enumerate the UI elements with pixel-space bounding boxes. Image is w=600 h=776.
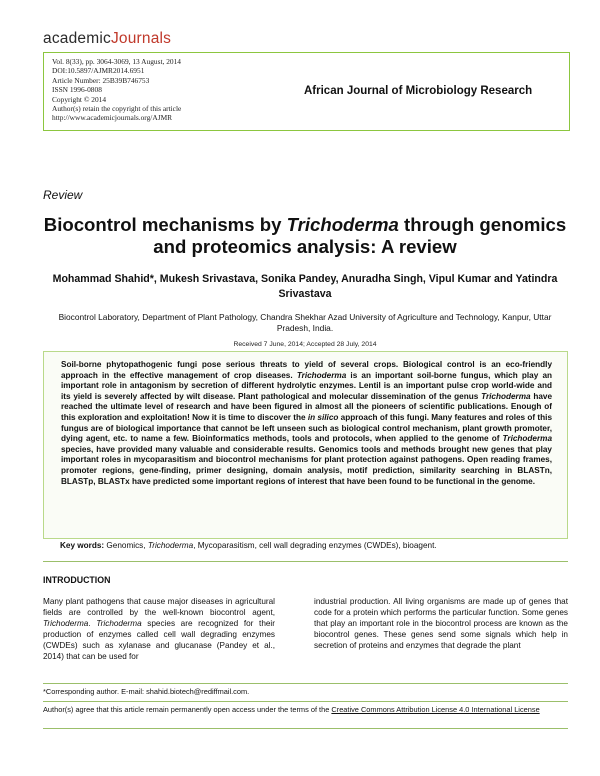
intro-italic: Trichoderma	[96, 619, 142, 628]
license-notice	[43, 705, 568, 715]
abstract-box	[43, 351, 568, 539]
keywords-part: , Mycoparasitism, cell wall degrading enzymes (CWDEs), bioagent.	[193, 541, 437, 550]
intro-text: .	[88, 619, 97, 628]
title-part: through genomics and proteomics analysis: A review	[153, 214, 567, 257]
journal-logo	[43, 30, 171, 48]
abstract-italic: in silico	[307, 412, 339, 422]
logo-text-journals: Journals	[110, 30, 172, 47]
article-metadata	[52, 57, 252, 123]
meta-doi: DOI:10.5897/AJMR2014.6951	[52, 66, 145, 76]
intro-text: species are recognized for their production of enzymes called cell wall degrading enzymes (CWDEs) such as xylanase and glucanase (Pandey et al., 2014) that can be used for	[43, 619, 275, 661]
abstract-italic: Trichoderma	[481, 391, 531, 401]
footnote-divider	[43, 683, 568, 684]
abstract-text	[61, 360, 552, 487]
meta-rights: Author(s) retain the copyright of this article	[52, 104, 182, 114]
keywords-italic: Trichoderma	[147, 541, 194, 550]
abstract-italic: Trichoderma	[502, 434, 552, 444]
meta-article-number: Article Number: 25B39B746753	[52, 75, 150, 85]
meta-copyright: Copyright © 2014	[52, 94, 107, 104]
keywords-label: Key words:	[60, 541, 105, 550]
title-part: Biocontrol mechanisms by	[43, 214, 287, 235]
abstract-part: is an important soil-borne fungus, which play an important role in antagonism by secretion of different hydrolytic enzymes. Lentil is an important pulse crop world-wide and its yield is severely affected by wilt disease. Plant pathological and molecular dissemination of the genus	[61, 370, 552, 401]
intro-text: Many plant pathogens that cause major diseases in agricultural fields are controlled by the well-known biocontrol agent,	[43, 597, 275, 617]
journal-info-box	[43, 52, 570, 131]
article-title	[43, 214, 567, 258]
abstract-italic: Trichoderma	[296, 370, 347, 380]
intro-italic: Trichoderma	[43, 619, 89, 628]
license-link[interactable]: Creative Commons Attribution License 4.0 International License	[331, 705, 540, 714]
article-type: Review	[43, 188, 83, 202]
section-divider	[43, 561, 568, 562]
corresponding-author: *Corresponding author. E-mail: shahid.biotech@rediffmail.com.	[43, 687, 250, 696]
journal-name: African Journal of Microbiology Research	[304, 85, 533, 97]
meta-volume: Vol. 8(33), pp. 3064-3069, 13 August, 2014	[52, 57, 181, 66]
author-list: Mohammad Shahid*, Mukesh Srivastava, Sonika Pandey, Anuradha Singh, Vipul Kumar and Yatindra Srivastava	[52, 273, 558, 300]
abstract-part: species, have provided many valuable and considerable results. Genomics tools and methods brought new genes that play important roles in mycoparasitism and biocontrol mechanisms for plant protection against pathogens. Open reading frames, promoter regions, gene-finding, primer designing, domain analysis, motif prediction, similarity searching in BLASTn, BLASTp, BLASTx have predicted some important regions of interest that have been found to be functional in the genome.	[61, 444, 552, 486]
keywords	[60, 541, 560, 550]
section-heading-introduction: INTRODUCTION	[43, 575, 111, 585]
keywords-part: Genomics,	[104, 541, 148, 550]
meta-issn: ISSN 1996-0808	[52, 85, 102, 95]
abstract-part: Soil-borne phytopathogenic fungi pose serious threats to yield of several crops. Biological control is an eco-friendly approach in the effective management of crop diseases.	[61, 360, 552, 380]
footer-divider	[43, 728, 568, 729]
intro-column-left	[43, 596, 275, 662]
abstract-part: have reached the ultimate level of research and have been figured in almost all the pioneers of scientific publications. Enough of this exploration and exploitation! Now it is time to discover the	[61, 391, 553, 422]
footnote-divider	[43, 701, 568, 702]
affiliation: Biocontrol Laboratory, Department of Plant Pathology, Chandra Shekhar Azad University of Agriculture and Technology, Kanpur, Uttar Pradesh, India.	[58, 312, 552, 333]
title-italic-part: Trichoderma	[286, 214, 399, 235]
intro-column-right: industrial production. All living organisms are made up of genes that code for a protein which performs the particular function. Some genes that play an important role in the biocontrol process are known as the biocontrol genes. These genes send some signals which help in secretion of proteins and enzymes that degrade the plant	[314, 597, 568, 650]
license-text: Author(s) agree that this article remain permanently open access under the terms of the	[43, 705, 332, 714]
logo-text-academic: academic	[43, 30, 111, 47]
meta-url[interactable]: http://www.academicjournals.org/AJMR	[52, 113, 173, 123]
received-dates: Received 7 June, 2014; Accepted 28 July, 2014	[233, 341, 377, 348]
abstract-part: approach of this fungi. Many features and roles of this fungus are of biological importance that cannot be left unseen such as biological control mechanism, plant growth promoter, dying agent, etc. to name a few. Bioinformatics methods, tools and protocols, when applied to the genome of	[61, 412, 552, 444]
